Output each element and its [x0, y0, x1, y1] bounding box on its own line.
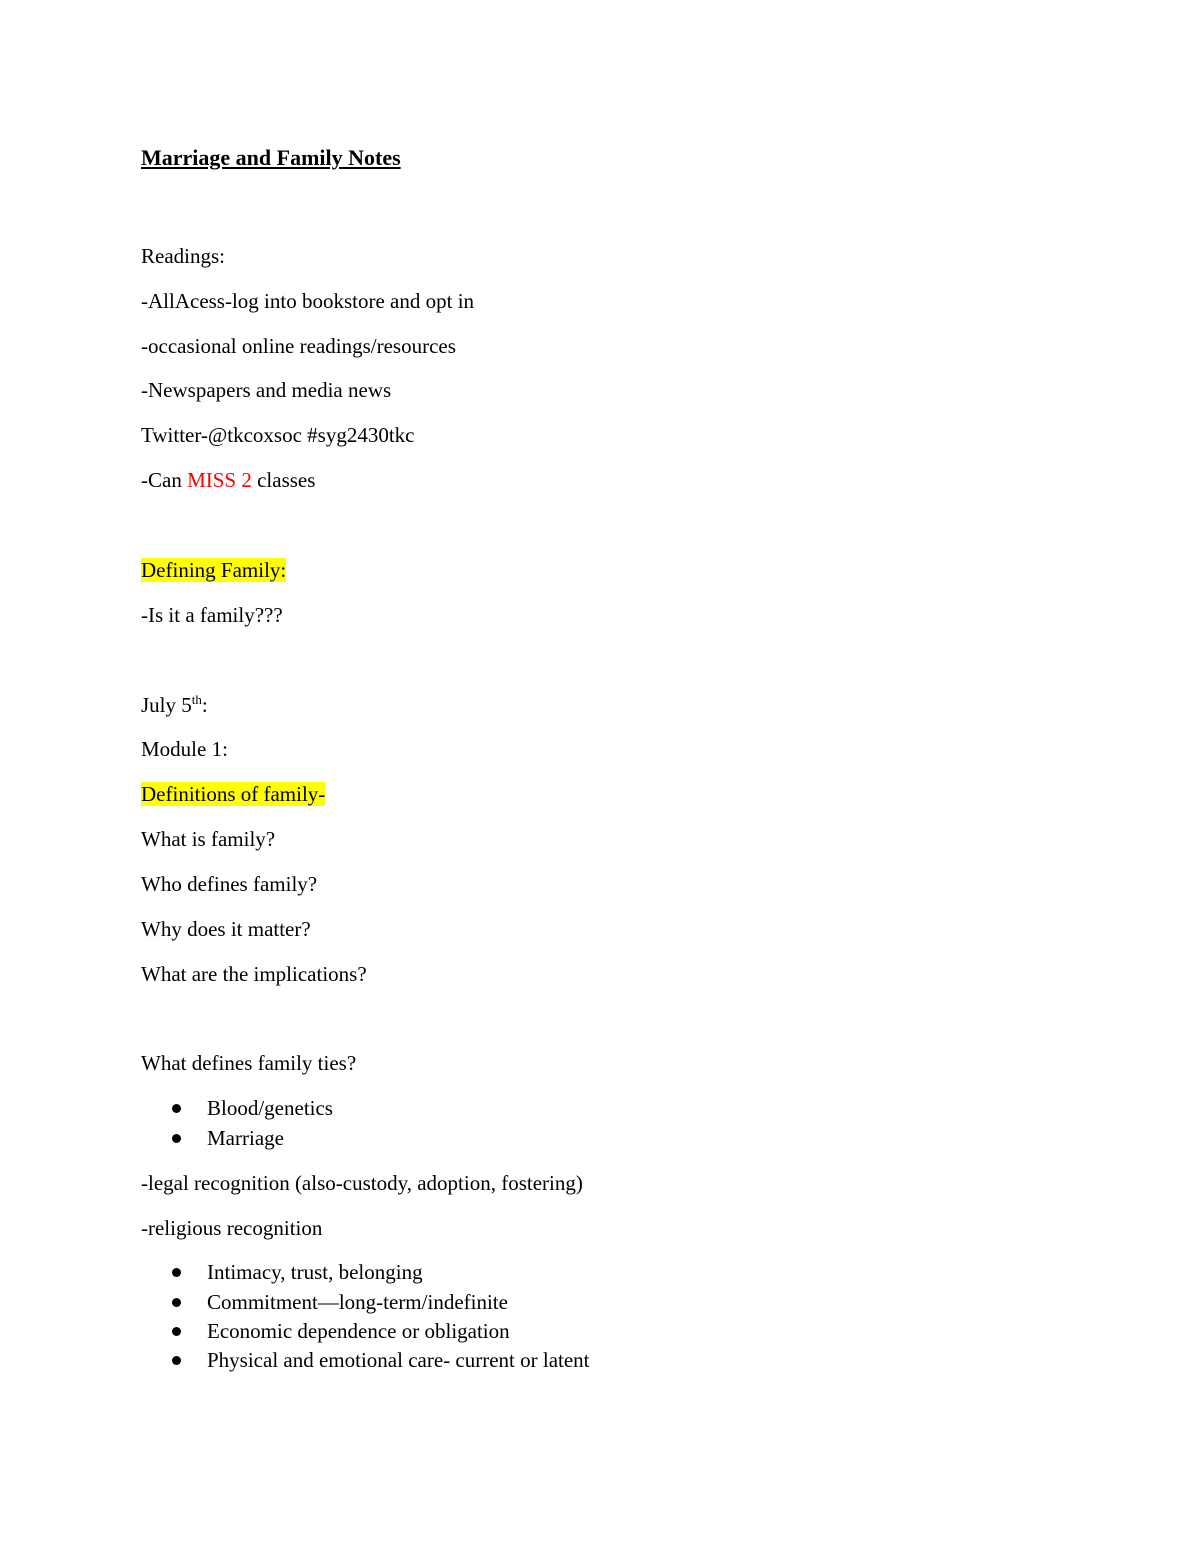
question-line: Why does it matter?	[141, 917, 311, 941]
defining-family-line: -Is it a family???	[141, 603, 283, 627]
module-label: Module 1:	[141, 737, 228, 761]
list-item	[172, 1095, 333, 1121]
attendance-miss-count: MISS 2	[187, 468, 252, 492]
date-line	[141, 692, 208, 718]
bullet-icon	[172, 1327, 181, 1336]
bullet-icon	[172, 1268, 181, 1277]
list-item	[172, 1259, 423, 1285]
question-line: What is family?	[141, 827, 276, 851]
definitions-highlight: Definitions of family-	[141, 782, 326, 806]
date-suffix: th	[191, 692, 202, 707]
date-tail: :	[201, 693, 208, 717]
bullet-icon	[172, 1356, 181, 1365]
bullet-icon	[172, 1298, 181, 1307]
recognition-line: -religious recognition	[141, 1216, 323, 1240]
list-item-text: Marriage	[207, 1126, 284, 1150]
definitions-heading	[141, 781, 325, 807]
question-line: What are the implications?	[141, 962, 367, 986]
defining-family-highlight: Defining Family:	[141, 558, 287, 582]
readings-line: -Newspapers and media news	[141, 378, 392, 402]
list-item	[172, 1318, 510, 1344]
bullet-icon	[172, 1134, 181, 1143]
readings-heading: Readings:	[141, 244, 225, 268]
list-item-text: Economic dependence or obligation	[207, 1319, 510, 1343]
list-item-text: Commitment—long-term/indefinite	[207, 1290, 508, 1314]
list-item	[172, 1125, 284, 1151]
attendance-suffix: classes	[251, 468, 316, 492]
list-item	[172, 1347, 590, 1373]
list-item	[172, 1289, 508, 1315]
readings-line: -AllAcess-log into bookstore and opt in	[141, 289, 475, 313]
defining-family-heading	[141, 557, 286, 583]
readings-line: Twitter-@tkcoxsoc #syg2430tkc	[141, 423, 415, 447]
recognition-line: -legal recognition (also-custody, adoption, fostering)	[141, 1171, 583, 1195]
date-base: July 5	[141, 693, 192, 717]
attendance-prefix: -Can	[141, 468, 188, 492]
bullet-icon	[172, 1104, 181, 1113]
readings-line: -occasional online readings/resources	[141, 334, 456, 358]
list-item-text: Intimacy, trust, belonging	[207, 1260, 423, 1284]
attendance-line	[141, 467, 315, 493]
family-ties-question: What defines family ties?	[141, 1051, 357, 1075]
list-item-text: Physical and emotional care- current or latent	[207, 1348, 590, 1372]
document-title: Marriage and Family Notes	[141, 145, 401, 170]
list-item-text: Blood/genetics	[207, 1096, 333, 1120]
question-line: Who defines family?	[141, 872, 318, 896]
